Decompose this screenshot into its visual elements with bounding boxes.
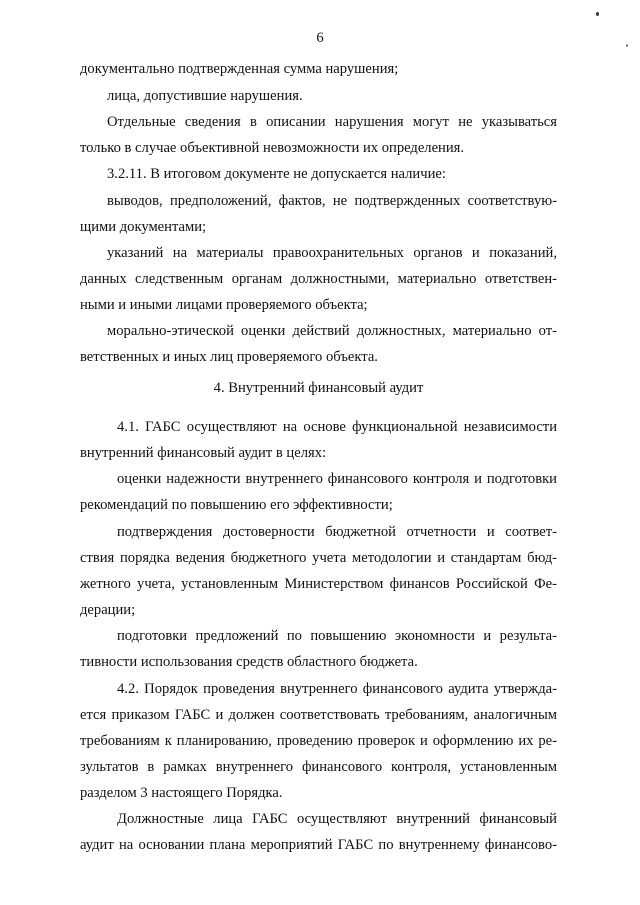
text-line: щими документами;: [80, 219, 207, 235]
text-line: 4.1. ГАБС осуществляют на основе функциональной независимости: [117, 419, 557, 435]
text-line: внутренний финансовый аудит в целях:: [80, 445, 327, 461]
text-line: подготовки предложений по повышению экономности и результа-: [117, 628, 557, 644]
text-line: ными и иными лицами проверяемого объекта;: [80, 297, 368, 313]
scan-speck: [626, 44, 628, 47]
text-line: дерации;: [80, 602, 136, 618]
page-number: 6: [316, 30, 324, 46]
text-line: подтверждения достоверности бюджетной отчетности и соответ-: [117, 524, 557, 540]
section-heading: 4. Внутренний финансовый аудит: [213, 380, 424, 396]
text-line: указаний на материалы правоохранительных органов и показаний,: [107, 245, 557, 261]
text-line: лица, допустившие нарушения.: [107, 88, 303, 104]
text-line: 4.2. Порядок проведения внутреннего финансового аудита утвержда-: [117, 681, 557, 697]
text-line: зультатов в рамках внутреннего финансового контроля, установленным: [80, 759, 557, 775]
text-line: данных следственным органам должностными, материально ответствен-: [80, 271, 557, 287]
scan-speck: [596, 12, 599, 16]
text-line: рекомендаций по повышению его эффективности;: [80, 497, 393, 513]
text-line: разделом 3 настоящего Порядка.: [80, 785, 283, 801]
text-line: только в случае объективной невозможности их определения.: [80, 140, 465, 156]
text-line: Должностные лица ГАБС осуществляют внутренний финансовый: [117, 811, 557, 827]
text-line: документально подтвержденная сумма нарушения;: [80, 61, 399, 77]
text-line: ется приказом ГАБС и должен соответствовать требованиям, аналогичным: [80, 707, 557, 723]
text-line: ствия порядка ведения бюджетного учета методологии и стандартам бюд-: [80, 550, 557, 566]
text-line: тивности использования средств областного бюджета.: [80, 654, 418, 670]
text-line: морально-этической оценки действий должностных, материально от-: [107, 323, 557, 339]
text-line: оценки надежности внутреннего финансового контроля и подготовки: [117, 471, 557, 487]
text-line: Отдельные сведения в описании нарушения могут не указываться: [107, 114, 557, 130]
text-line: ветственных и иных лиц проверяемого объекта.: [80, 349, 378, 365]
text-line: требованиям к планированию, проведению проверок и оформлению их ре-: [80, 733, 557, 749]
text-line: выводов, предположений, фактов, не подтвержденных соответствую-: [107, 193, 557, 209]
text-line: аудит на основании плана мероприятий ГАБС по внутреннему финансово-: [80, 837, 557, 853]
text-line: жетного учета, установленным Министерством финансов Российской Фе-: [80, 576, 557, 592]
text-line: 3.2.11. В итоговом документе не допускается наличие:: [107, 166, 446, 182]
